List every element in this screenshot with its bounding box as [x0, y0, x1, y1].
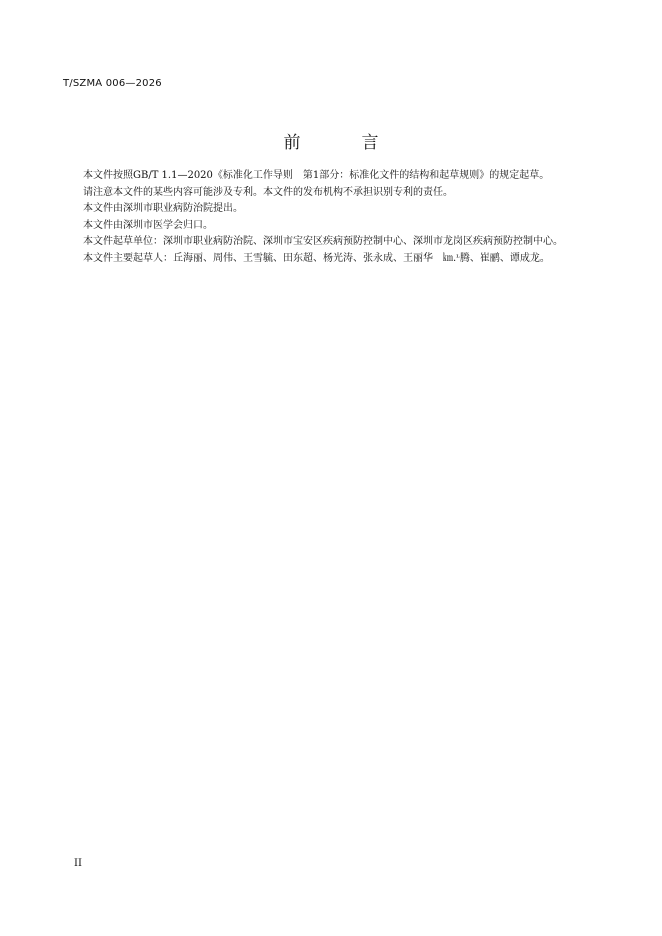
- paragraph-centralized-unit: 本文件由深圳市医学会归口。: [83, 219, 213, 231]
- paragraph-drafting-rules: 本文件按照GB/T 1.1—2020《标准化工作导则 第1部分：标准化文件的结构和起草规则》的规定起草。: [83, 170, 550, 181]
- paragraph-patent-notice: 请注意本文件的某些内容可能涉及专利。本文件的发布机构不承担识别专利的责任。: [83, 186, 453, 198]
- page-number: II: [74, 858, 82, 869]
- foreword-body: [63, 168, 583, 267]
- page-title: 前 言: [283, 133, 401, 153]
- paragraph-proposer: 本文件由深圳市职业病防治院提出。: [83, 203, 243, 214]
- paragraph-drafting-units: 本文件起草单位：深圳市职业病防治院、深圳市宝安区疾病预防控制中心、深圳市龙岗区疾病预防控制中心。: [83, 236, 563, 247]
- paragraph-drafters: 本文件主要起草人：丘海丽、周伟、王雪毓、田东超、杨光涛、张永成、王丽华 ㎞.ᶫ腾、崔鹂、谭成龙。: [83, 252, 550, 264]
- standard-code: T/SZMA 006—2026: [63, 78, 162, 89]
